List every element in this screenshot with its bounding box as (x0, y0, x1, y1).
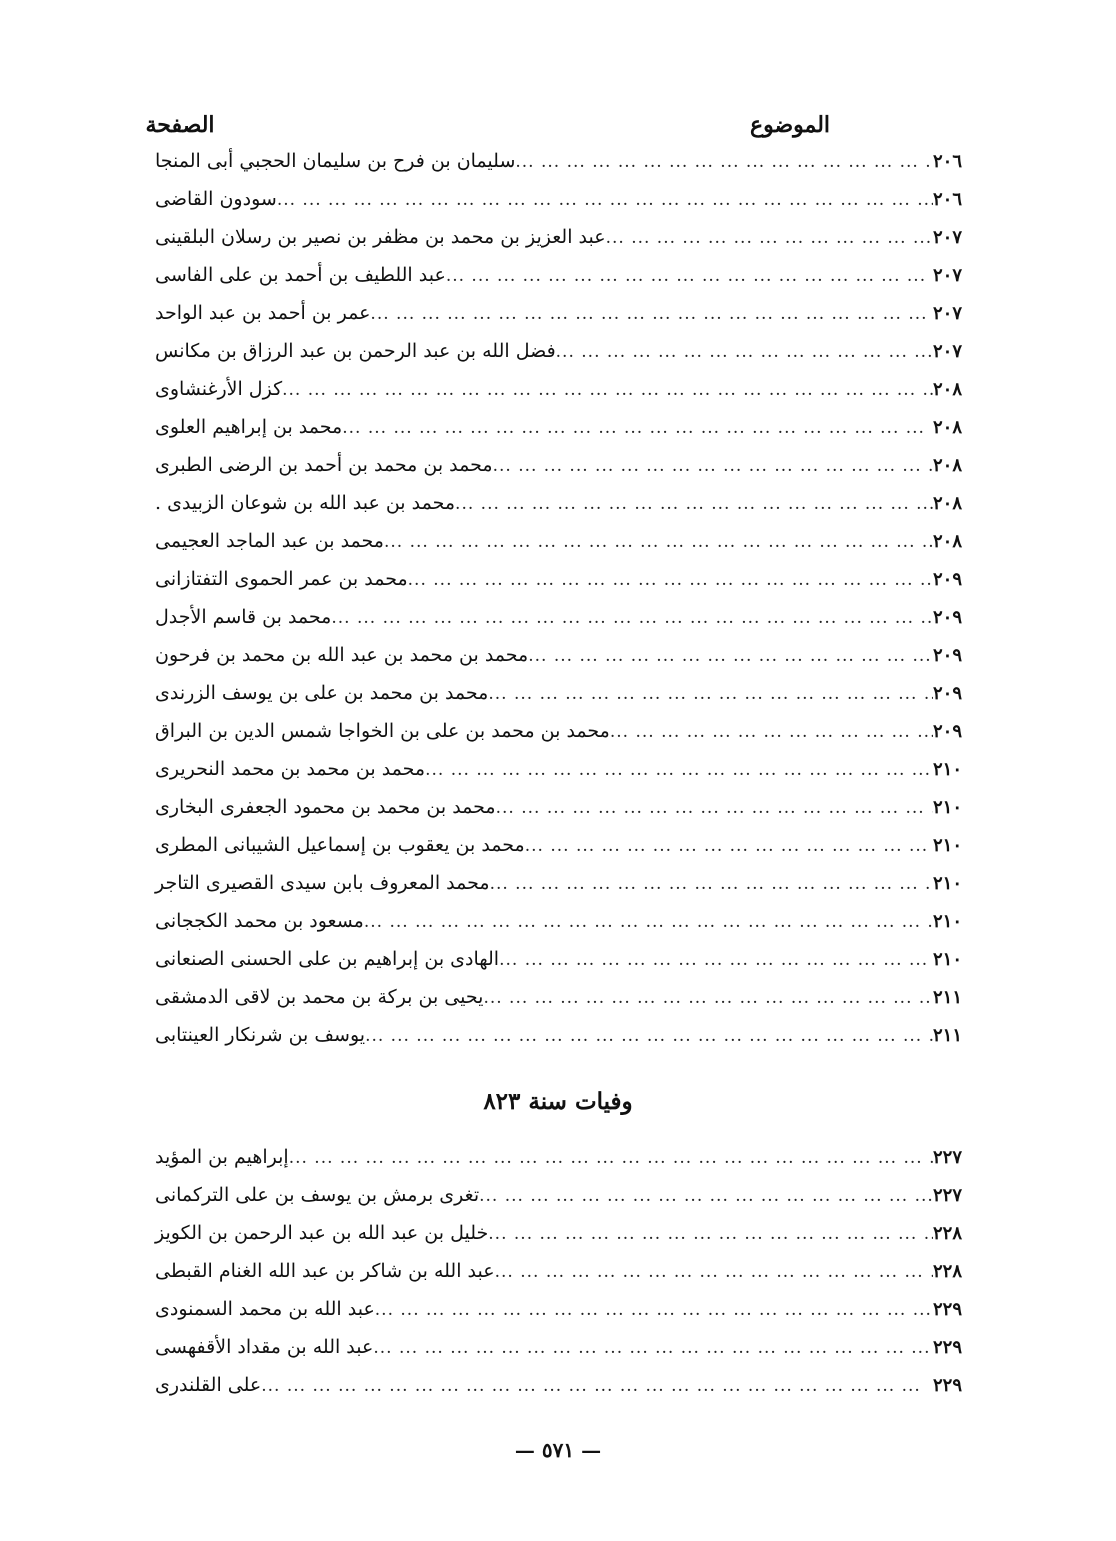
toc-entry (145, 492, 995, 530)
entry-name: إبراهيم بن المؤيد (155, 1146, 289, 1168)
dot-leader (606, 228, 933, 248)
entry-name: محمد بن محمد بن عبد الله بن محمد بن فرحون (155, 644, 529, 666)
toc-entry (145, 834, 995, 872)
toc-entry (145, 302, 995, 340)
entry-page-number: ٢٠٧ (933, 303, 963, 324)
entry-page-number: ٢٠٨ (933, 493, 963, 514)
entry-page-number: ٢١١ (933, 1025, 963, 1046)
dot-leader (488, 1224, 933, 1244)
entry-page-number: ٢١٠ (933, 911, 963, 932)
toc-entry (145, 606, 995, 644)
dot-leader (525, 836, 933, 856)
toc-entry (145, 872, 995, 910)
dot-leader (496, 798, 933, 818)
toc-entry (145, 796, 995, 834)
dot-leader (495, 1262, 933, 1282)
dot-leader (282, 380, 933, 400)
entry-page-number: ٢٢٩ (933, 1299, 963, 1320)
entry-name: محمد بن عمر الحموى التفتازانى (155, 568, 408, 590)
dot-leader (365, 1026, 933, 1046)
entry-name: مسعود بن محمد الكججانى (155, 910, 364, 932)
entry-page-number: ٢٠٧ (933, 265, 963, 286)
toc-entry (145, 1374, 995, 1412)
dot-leader (373, 1338, 933, 1358)
toc-entry (145, 682, 995, 720)
toc-entry (145, 530, 995, 568)
entry-page-number: ٢٠٩ (933, 721, 963, 742)
dot-leader (483, 988, 933, 1008)
entry-name: محمد بن محمد بن أحمد بن الرضى الطبرى (155, 454, 493, 476)
dot-leader (446, 266, 933, 286)
toc-entry (145, 1222, 995, 1260)
entry-page-number: ٢١٠ (933, 835, 963, 856)
entry-name: فضل الله بن عبد الرحمن بن عبد الرزاق بن مكانس (155, 340, 556, 362)
entry-page-number: ٢٢٩ (933, 1375, 963, 1396)
entry-page-number: ٢٠٧ (933, 341, 963, 362)
toc-entry (145, 986, 995, 1024)
dot-leader (370, 304, 933, 324)
dot-leader (375, 1300, 933, 1320)
entry-name: محمد بن عبد الله بن شوعان الزبيدى . (155, 492, 456, 514)
entry-page-number: ٢١٠ (933, 873, 963, 894)
entry-page-number: ٢٠٩ (933, 607, 963, 628)
entry-page-number: ٢٠٩ (933, 569, 963, 590)
entry-name: محمد المعروف بابن سيدى القصيرى التاجر (155, 872, 490, 894)
dot-leader (364, 912, 933, 932)
dot-leader (493, 456, 933, 476)
entry-page-number: ٢٠٦ (933, 189, 963, 210)
entry-name: تغرى برمش بن يوسف بن على التركمانى (155, 1184, 480, 1206)
entry-name: عبد الله بن محمد السمنودى (155, 1298, 375, 1320)
dot-leader (499, 950, 933, 970)
dot-leader (331, 608, 933, 628)
toc-entry (145, 1298, 995, 1336)
entry-name: عمر بن أحمد بن عبد الواحد (155, 302, 371, 324)
dot-leader (277, 190, 933, 210)
toc-entry (145, 948, 995, 986)
entry-name: الهادى بن إبراهيم بن على الحسنى الصنعانى (155, 948, 500, 970)
entry-name: عبد اللطيف بن أحمد بن على الفاسى (155, 264, 446, 286)
entry-page-number: ٢١٠ (933, 949, 963, 970)
dot-leader (384, 532, 933, 552)
toc-entry (145, 150, 995, 188)
toc-entry (145, 1184, 995, 1222)
page-column-heading: الصفحة (145, 112, 215, 138)
entry-name: عبد الله بن شاكر بن عبد الله الغنام القبطى (155, 1260, 495, 1282)
toc-header (0, 112, 1116, 146)
toc-entry (145, 226, 995, 264)
entry-name: يوسف بن شرنكار العينتابى (155, 1024, 366, 1046)
entry-page-number: ٢٠٨ (933, 531, 963, 552)
toc-entry (145, 454, 995, 492)
toc-entry (145, 1336, 995, 1374)
entry-name: سودون القاضى (155, 188, 277, 210)
dot-leader (528, 646, 933, 666)
entry-name: يحيى بن بركة بن محمد بن لاقى الدمشقى (155, 986, 484, 1008)
toc-entry (145, 758, 995, 796)
entry-page-number: ٢٢٨ (933, 1261, 963, 1282)
entry-name: محمد بن محمد بن على بن يوسف الزرندى (155, 682, 489, 704)
entry-page-number: ٢٠٩ (933, 683, 963, 704)
dot-leader (488, 684, 933, 704)
entry-name: محمد بن قاسم الأجدل (155, 606, 332, 628)
entry-page-number: ٢٢٧ (933, 1147, 963, 1168)
entry-name: عبد العزيز بن محمد بن مظفر بن نصير بن رسلان البلقينى (155, 226, 606, 248)
entry-name: خليل بن عبد الله بن عبد الرحمن بن الكويز (155, 1222, 489, 1244)
entry-name: محمد بن محمد بن على بن الخواجا شمس الدين بن البراق (155, 720, 610, 742)
entry-page-number: ٢٢٧ (933, 1185, 963, 1206)
topic-column-heading: الموضوع (749, 112, 831, 138)
toc-entry (145, 1146, 995, 1184)
toc-list-section (145, 1146, 995, 1412)
entry-page-number: ٢٠٦ (933, 151, 963, 172)
entry-page-number: ٢٢٨ (933, 1223, 963, 1244)
dot-leader (610, 722, 933, 742)
dot-leader (261, 1376, 933, 1396)
entry-name: سليمان بن فرح بن سليمان الحجبي أبى المنجا (155, 150, 516, 172)
dot-leader (515, 152, 933, 172)
dot-leader (455, 494, 933, 514)
entry-page-number: ٢١١ (933, 987, 963, 1008)
toc-entry (145, 720, 995, 758)
toc-entry (145, 264, 995, 302)
dot-leader (479, 1186, 933, 1206)
entry-page-number: ٢١٠ (933, 797, 963, 818)
dot-leader (425, 760, 933, 780)
entry-page-number: ٢٠٧ (933, 227, 963, 248)
page-number: — ٥٧١ — (514, 1438, 602, 1462)
toc-list-main (145, 150, 995, 1062)
entry-name: على القلندرى (155, 1374, 262, 1396)
entry-page-number: ٢٠٨ (933, 417, 963, 438)
toc-entry (145, 1024, 995, 1062)
toc-entry (145, 416, 995, 454)
toc-entry (145, 188, 995, 226)
toc-entry (145, 378, 995, 416)
entry-name: محمد بن يعقوب بن إسماعيل الشيبانى المطرى (155, 834, 525, 856)
dot-leader (556, 342, 933, 362)
toc-entry (145, 1260, 995, 1298)
entry-page-number: ٢٠٨ (933, 455, 963, 476)
dot-leader (490, 874, 933, 894)
entry-page-number: ٢٢٩ (933, 1337, 963, 1358)
entry-page-number: ٢١٠ (933, 759, 963, 780)
entry-name: عبد الله بن مقداد الأقفهسى (155, 1336, 374, 1358)
toc-entry (145, 910, 995, 948)
toc-entry (145, 340, 995, 378)
entry-page-number: ٢٠٨ (933, 379, 963, 400)
entry-name: محمد بن محمد بن محمد النحريرى (155, 758, 426, 780)
dot-leader (342, 418, 933, 438)
entry-name: محمد بن إبراهيم العلوى (155, 416, 343, 438)
toc-entry (145, 644, 995, 682)
dot-leader (408, 570, 933, 590)
section-heading: وفيات سنة ٨٢٣ (483, 1088, 633, 1115)
entry-page-number: ٢٠٩ (933, 645, 963, 666)
toc-entry (145, 568, 995, 606)
entry-name: كزل الأرغنشاوى (155, 378, 283, 400)
dot-leader (289, 1148, 933, 1168)
entry-name: محمد بن محمد بن محمود الجعفرى البخارى (155, 796, 496, 818)
entry-name: محمد بن عبد الماجد العجيمى (155, 530, 384, 552)
